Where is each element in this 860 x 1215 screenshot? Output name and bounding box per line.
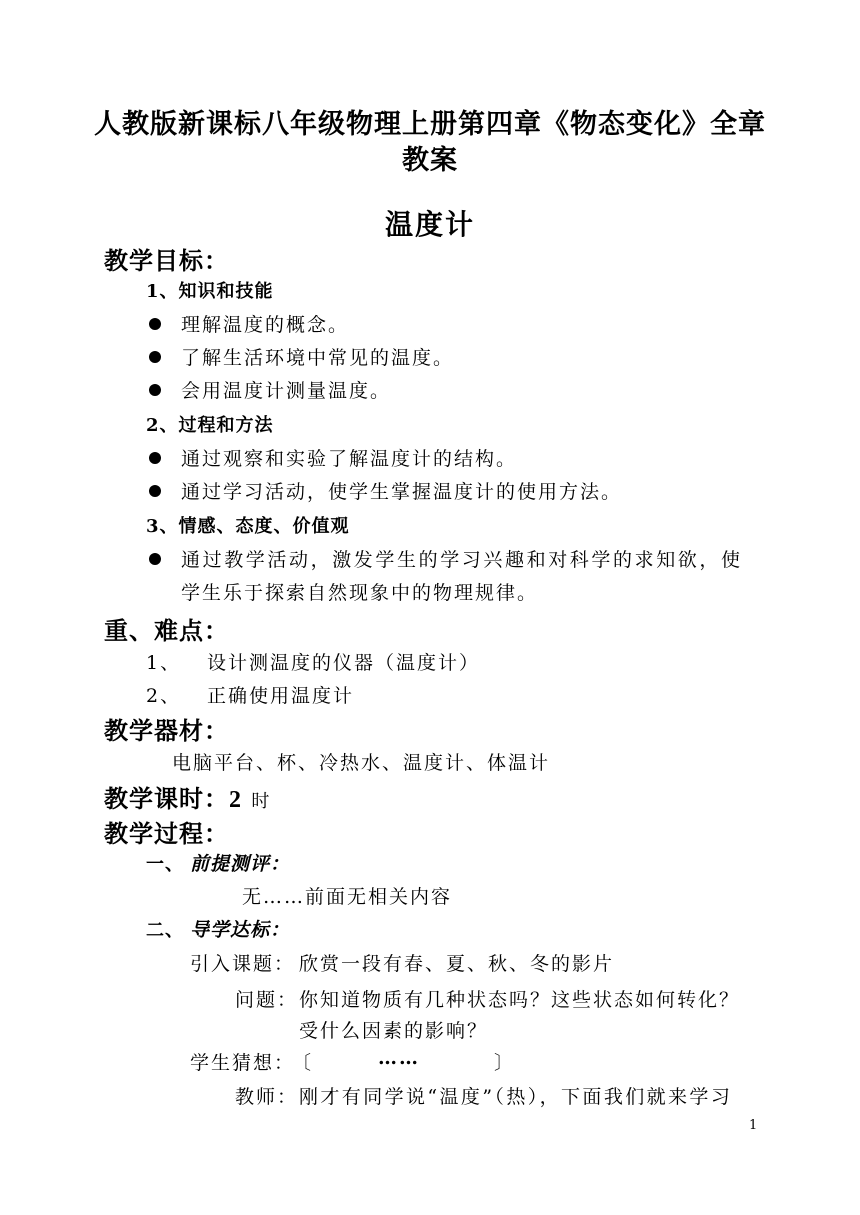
objective-group-label: 1、知识和技能 <box>146 281 274 302</box>
hours-heading <box>104 779 270 814</box>
guess-close-bracket: 〕 <box>494 1052 516 1074</box>
teacher-text: 刚才有同学说“温度”（热），下面我们就来学习 <box>299 1086 733 1108</box>
guess-ellipsis: …… <box>378 1047 420 1069</box>
question-text-continuation: 受什么因素的影响？ <box>299 1020 489 1042</box>
bullet-icon <box>149 485 161 497</box>
hours-label: 教学课时： <box>104 784 229 813</box>
lesson-title: 温度计 <box>384 208 475 241</box>
bullet-icon <box>149 452 161 464</box>
hours-value: 2 <box>229 787 242 813</box>
process-heading: 教学过程： <box>104 819 229 848</box>
bullet-icon <box>149 351 161 363</box>
objective-item: 通过学习活动，使学生掌握温度计的使用方法。 <box>181 481 623 503</box>
intro-label: 引入课题： <box>190 953 296 975</box>
objective-item: 通过教学活动，激发学生的学习兴趣和对科学的求知欲，使 <box>181 549 743 571</box>
guess-open-bracket: 〔 <box>292 1052 314 1074</box>
document-title-line-2: 教案 <box>402 145 458 176</box>
question-label: 问题： <box>235 989 299 1011</box>
key-point-number: 2、 <box>146 685 182 707</box>
process-part-label: 前提测评： <box>190 853 291 875</box>
objective-item: 理解温度的概念。 <box>181 314 350 336</box>
hours-unit: 时 <box>251 791 271 812</box>
objective-group-label: 2、过程和方法 <box>146 415 274 436</box>
bullet-icon <box>149 318 161 330</box>
teacher-label: 教师： <box>235 1086 299 1108</box>
objective-group-label: 3、情感、态度、价值观 <box>146 516 350 537</box>
pre-assessment-text: 无……前面无相关内容 <box>242 886 453 908</box>
objective-item: 通过观察和实验了解温度计的结构。 <box>181 448 518 470</box>
question-text: 你知道物质有几种状态吗？这些状态如何转化？ <box>299 989 741 1011</box>
objective-item: 了解生活环境中常见的温度。 <box>181 347 455 369</box>
document-title-line-1: 人教版新课标八年级物理上册第四章《物态变化》全章 <box>94 109 766 140</box>
intro-text: 欣赏一段有春、夏、秋、冬的影片 <box>299 953 615 975</box>
process-part-number: 一、 <box>146 854 184 875</box>
key-point-text: 设计测温度的仪器（温度计） <box>207 652 481 674</box>
process-part-number: 二、 <box>146 920 184 941</box>
key-point-number: 1、 <box>146 652 182 674</box>
bullet-icon <box>149 384 161 396</box>
key-point-text: 正确使用温度计 <box>207 685 355 707</box>
materials-heading: 教学器材： <box>104 716 229 745</box>
guess-label: 学生猜想： <box>190 1052 296 1074</box>
objectives-heading: 教学目标： <box>104 246 229 275</box>
process-part-label: 导学达标： <box>190 919 291 941</box>
materials-text: 电脑平台、杯、冷热水、温度计、体温计 <box>172 752 551 774</box>
objective-item: 会用温度计测量温度。 <box>181 380 392 402</box>
objective-item-continuation: 学生乐于探索自然现象中的物理规律。 <box>181 582 539 604</box>
page-number: 1 <box>749 1118 758 1133</box>
key-points-heading: 重、难点： <box>104 616 229 645</box>
bullet-icon <box>149 553 161 565</box>
